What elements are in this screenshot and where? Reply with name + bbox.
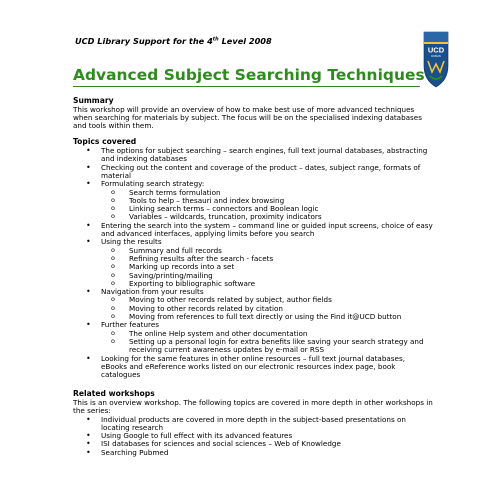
summary-text: This workshop will provide an overview of how to make best use of more advanced techniques when searching for materials by subject. The focus will be on the specialised indexing databases and tools within them.	[73, 104, 422, 131]
topic-subitem: o Saving/printing/mailing	[101, 272, 433, 280]
topic-text: The options for subject searching – search engines, full text journal databases, abstracting and indexing databases	[101, 146, 428, 164]
topic-subitem: o Summary and full records	[101, 247, 433, 255]
topic-subitem: o Variables – wildcards, truncation, proximity indicators	[101, 213, 433, 221]
summary-heading: Summary	[73, 96, 114, 105]
topic-sublist	[101, 296, 433, 321]
topic-item	[73, 355, 433, 380]
topic-subitem: o Moving from references to full text directly or using the Find it@UCD button	[101, 313, 433, 321]
related-heading: Related workshops	[73, 389, 155, 399]
topic-text: Checking out the content and coverage of the product – dates, subject range, formats of material	[101, 162, 421, 180]
topic-item	[73, 180, 433, 221]
topic-subitem: o The online Help system and other documentation	[101, 330, 433, 338]
topic-text: Navigation from your results	[101, 287, 204, 297]
topic-item	[73, 222, 433, 239]
related-item: • ISI databases for sciences and social sciences – Web of Knowledge	[73, 440, 433, 448]
page-title: Advanced Subject Searching Techniques	[73, 66, 425, 84]
topic-subitem: o Tools to help – thesauri and index browsing	[101, 197, 433, 205]
topic-subitem: o Exporting to bibliographic software	[101, 280, 433, 288]
topic-text: Using the results	[101, 237, 162, 247]
related-list	[73, 416, 433, 457]
topic-subitem: o Linking search terms – connectors and Boolean logic	[101, 205, 433, 213]
related-text: This is an overview workshop. The following topics are covered in more depth in other workshops in the series:	[73, 397, 433, 416]
topics-heading: Topics covered	[73, 137, 137, 147]
related-item: • Searching Pubmed	[73, 449, 433, 457]
topic-item	[73, 147, 433, 164]
topic-text: Looking for the same features in other online resources – full text journal databases, eBooks and eReference works listed on our electronic resources index page, book catalogues	[101, 353, 405, 380]
title-underline	[73, 86, 420, 87]
topic-item	[73, 321, 433, 354]
document-body	[73, 97, 433, 457]
related-item: • Using Google to full effect with its advanced features	[73, 432, 433, 440]
svg-text:DUBLIN: DUBLIN	[431, 55, 441, 58]
topic-subitem: o Setting up a personal login for extra benefits like saving your search strategy and receiving current awareness updates by e-mail or RSS	[101, 338, 433, 355]
topic-subitem: o Moving to other records related by subject, author fields	[101, 296, 433, 304]
topic-subitem: o Search terms formulation	[101, 189, 433, 197]
svg-text:UCD: UCD	[427, 45, 445, 55]
topic-sublist	[101, 247, 433, 288]
topic-subitem: o Marking up records into a set	[101, 263, 433, 271]
topic-sublist	[101, 330, 433, 355]
topic-item	[73, 164, 433, 181]
topic-item	[73, 288, 433, 321]
topic-subitem: o Moving to other records related by citation	[101, 305, 433, 313]
page-header: UCD Library Support for the 4th Level 2008	[75, 36, 272, 46]
topic-text: Further features	[101, 320, 159, 330]
topic-text: Entering the search into the system – command line or guided input screens, choice of easy and advanced interfaces, applying limits before you search	[101, 220, 433, 239]
related-item: • Individual products are covered in more depth in the subject-based presentations on locating research	[73, 416, 433, 433]
topics-list	[73, 147, 433, 379]
topic-text: Formulating search strategy:	[101, 179, 205, 189]
topic-subitem: o Refining results after the search - facets	[101, 255, 433, 263]
topic-sublist	[101, 189, 433, 222]
topic-item	[73, 238, 433, 288]
ucd-crest-logo	[421, 30, 451, 90]
